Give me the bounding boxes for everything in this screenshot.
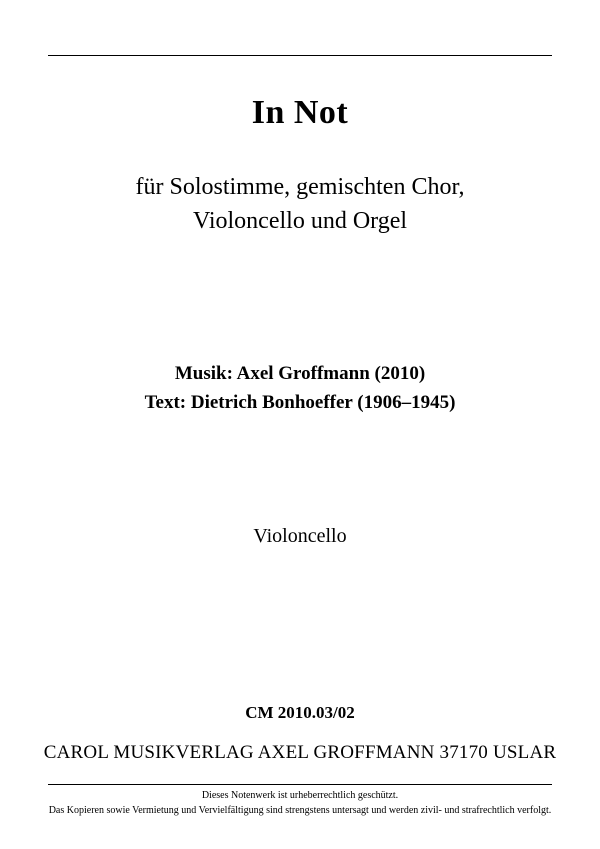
part-name: Violoncello [253, 525, 347, 547]
subtitle-line-2: Violoncello und Orgel [192, 208, 408, 235]
publisher-name: CAROL MUSIKVERLAG AXEL GROFFMANN 37170 USLAR [43, 742, 557, 763]
catalog-number: CM 2010.03/02 [245, 703, 355, 722]
bottom-divider-rule [48, 784, 552, 785]
copyright-line-1: Dieses Notenwerk ist urheberrechtlich geschützt. [201, 790, 399, 801]
instrumentation-subtitle [0, 170, 600, 238]
subtitle-line-1: für Solostimme, gemischten Chor, [135, 174, 465, 200]
music-credit: Musik: Axel Groffmann (2010) [174, 363, 426, 384]
copyright-line-2: Das Kopieren sowie Vermietung und Vervielfältigung sind strengstens untersagt und werden zivil- und strafrechtlich verfolgt. [48, 804, 552, 816]
credits-block [0, 360, 600, 417]
copyright-notice [0, 789, 600, 818]
text-credit: Text: Dietrich Bonhoeffer (1906–1945) [144, 391, 456, 413]
page-title: In Not [251, 94, 349, 131]
top-divider-rule [48, 55, 552, 56]
